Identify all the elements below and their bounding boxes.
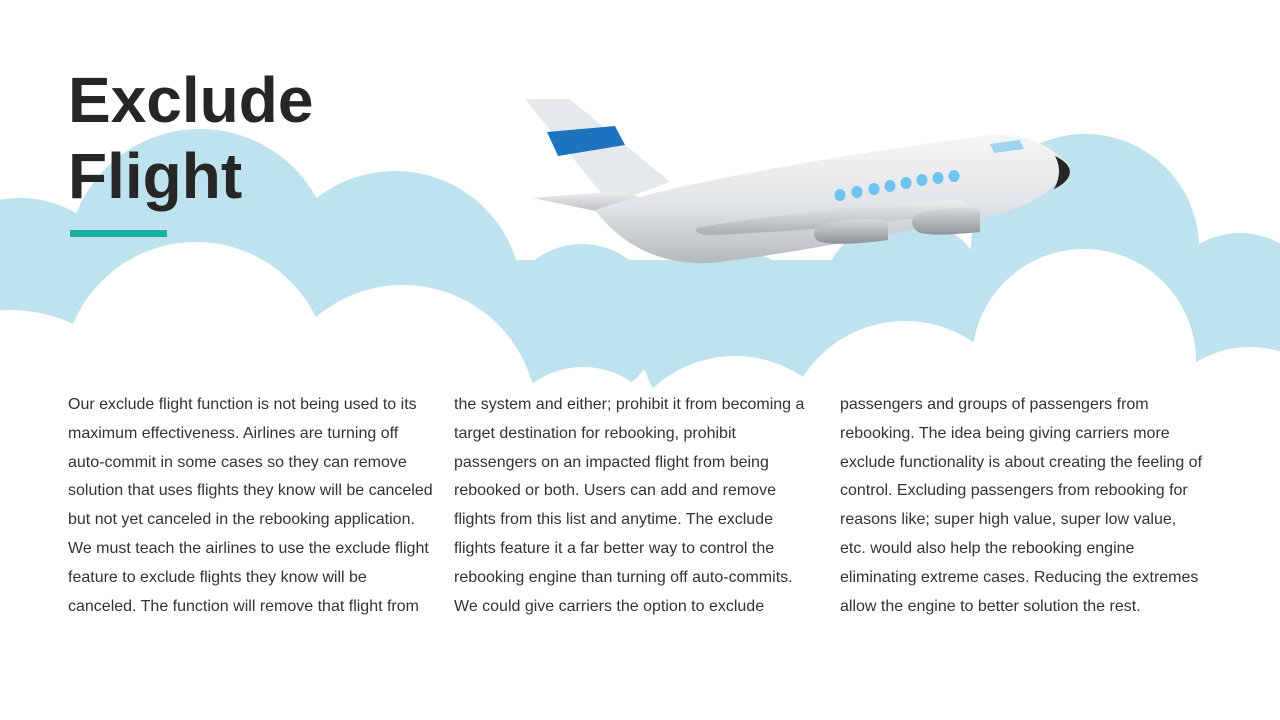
slide-title-line-2: Flight (68, 140, 243, 212)
body-column-1: Our exclude flight function is not being used to its maximum effectiveness. Airlines are turning off auto-commit in some cases so they can remove solution that uses flights they know will be canceled but not yet canceled in the rebooking application. We must teach the airlines to use the exclude flight feature to exclude flights they know will be canceled. The function will remove that flight from (68, 396, 433, 615)
airplane-illustration (520, 92, 1080, 272)
body-column-3: passengers and groups of passengers from rebooking. The idea being giving carriers more exclude functionality is about creating the feeling of control. Excluding passengers from rebooking for reasons like; super high value, super low value, etc. would also help the rebooking engine eliminating extreme cases. Reducing the extremes allow the engine to better solution the rest. (840, 396, 1203, 615)
body-text-columns (68, 391, 1208, 621)
slide-title-line-1: Exclude (68, 64, 314, 136)
slide-title (68, 62, 313, 214)
body-column-2: the system and either; prohibit it from becoming a target destination for rebooking, prohibit passengers on an impacted flight from being rebooked or both. Users can add and remove flights from this list and anytime. The exclude flights feature it a far better way to control the rebooking engine than turning off auto-commits. We could give carriers the option to exclude (454, 396, 805, 615)
title-accent-bar (70, 230, 167, 237)
